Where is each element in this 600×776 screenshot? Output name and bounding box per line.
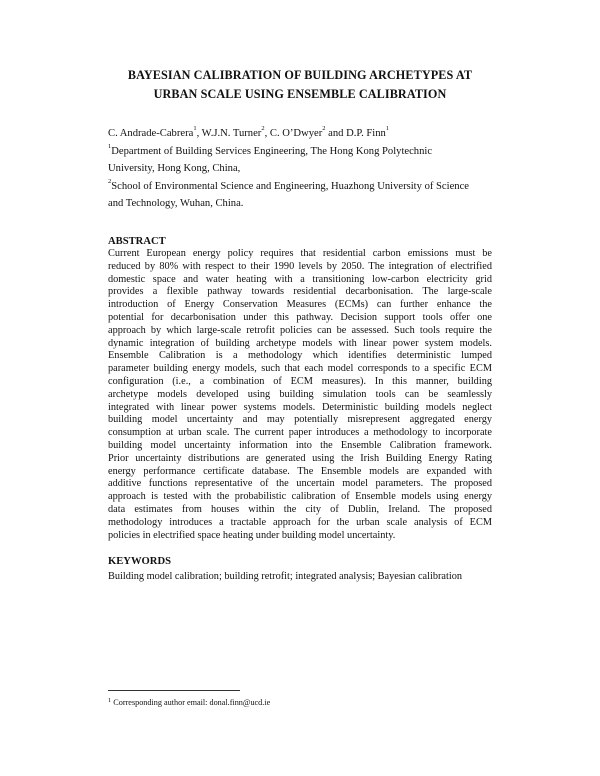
abstract-line: consumption at urban scale. The current paper introduces a methodology to incorporate <box>108 427 492 439</box>
abstract-line: potential for decarbonisation under this pathway. Decision support tools offer one <box>108 311 492 323</box>
abstract-line: additive functions representative of the uncertain model parameters. The proposed <box>108 478 492 490</box>
author-name: W.J.N. Turner <box>201 128 262 139</box>
author-name: C. Andrade-Cabrera <box>108 128 194 139</box>
affiliation-2-line-1 <box>108 178 500 196</box>
affiliation-text: Department of Building Services Engineering, The Hong Kong Polytechnic <box>111 145 433 157</box>
affiliation-mark: 2 <box>108 177 112 185</box>
author-separator: , <box>264 128 270 139</box>
affiliation-2-line-2: and Technology, Wuhan, China. <box>108 198 244 209</box>
affiliation-1-line-2: University, Hong Kong, China, <box>108 163 241 174</box>
abstract-line: domestic space and water heating with a transitioning low-carbon electricity grid <box>108 273 492 285</box>
author-name: C. O’Dwyer <box>269 128 323 139</box>
abstract-line: approach by which large-scale retrofit policies can be assessed. Such tools require the <box>108 324 492 336</box>
title-line-2: URBAN SCALE USING ENSEMBLE CALIBRATION <box>153 87 447 101</box>
affiliation-1-line-1 <box>108 143 500 161</box>
affiliation-text: School of Environmental Science and Engineering, Huazhong University of Science <box>111 180 469 192</box>
abstract-line: parameter building energy models, such that each model corresponds to a specific ECM <box>108 363 492 375</box>
abstract-line: Current European energy policy requires that residential carbon emissions must be <box>108 248 492 259</box>
abstract-line: building model uncertainty and may potentially misrepresent aggregated energy <box>108 414 492 426</box>
footnote-text: Corresponding author email: donal.finn@ucd.ie <box>111 698 271 707</box>
footnote-divider <box>108 690 240 691</box>
abstract-line: reduced by 80% with respect to their 1990 levels by 2050. The integration of electrified <box>108 260 492 272</box>
author-separator: , <box>196 128 202 139</box>
author-block <box>108 125 500 213</box>
abstract-line: building model uncertainty information into the Ensemble Calibration framework. <box>108 439 492 451</box>
author-affiliation-mark: 2 <box>322 125 326 132</box>
abstract-line: provides a flexible pathway towards residential decarbonisation. The large-scale <box>108 286 492 298</box>
author-separator: and <box>325 128 347 139</box>
abstract-line: introduction of Energy Conservation Measures (ECMs) can further enhance the <box>108 299 492 311</box>
abstract-line: Ensemble Calibration is a methodology which identifies deterministic lumped <box>108 350 492 362</box>
abstract-line: integrated with linear power systems models. Deterministic building models neglect <box>108 401 492 413</box>
footnote <box>108 697 270 708</box>
abstract-line: energy performance certificate database. The Ensemble models are expanded with <box>108 465 492 477</box>
abstract-line: archetype models developed using building simulation tools can be seamlessly <box>108 388 492 400</box>
abstract-line: policies in electrified space heating under building model uncertainty. <box>108 529 396 541</box>
author-name: D.P. Finn <box>346 128 386 139</box>
abstract-line: data estimates from houses within the city of Dublin, Ireland. The proposed <box>108 503 492 515</box>
paper-title <box>80 66 520 104</box>
affiliation-mark: 1 <box>108 142 112 150</box>
abstract-line: methodology introduces a tractable approach for the urban scale analysis of ECM <box>108 516 492 528</box>
abstract-body <box>108 248 492 542</box>
abstract-line: Prior uncertainty distributions are generated using the Irish Building Energy Rating <box>108 452 492 464</box>
footnote-mark: 1 <box>108 697 112 704</box>
abstract-line: dynamic integration of building archetype models with linear power system models. <box>108 337 492 349</box>
keywords-text: Building model calibration; building retrofit; integrated analysis; Bayesian calibration <box>108 571 463 582</box>
author-affiliation-mark: 1 <box>385 125 390 132</box>
keywords-heading: KEYWORDS <box>108 556 171 567</box>
abstract-heading: ABSTRACT <box>108 236 166 247</box>
abstract-line: configuration (i.e., a combination of ECM measures). In this manner, building <box>108 375 492 387</box>
title-line-1: BAYESIAN CALIBRATION OF BUILDING ARCHETYPES AT <box>127 68 473 82</box>
author-affiliation-mark: 2 <box>261 125 265 132</box>
abstract-line: approach is tested with the probabilistic calibration of Ensemble models using energy <box>108 491 492 503</box>
author-list <box>108 125 500 143</box>
author-affiliation-mark: 1 <box>193 125 197 132</box>
